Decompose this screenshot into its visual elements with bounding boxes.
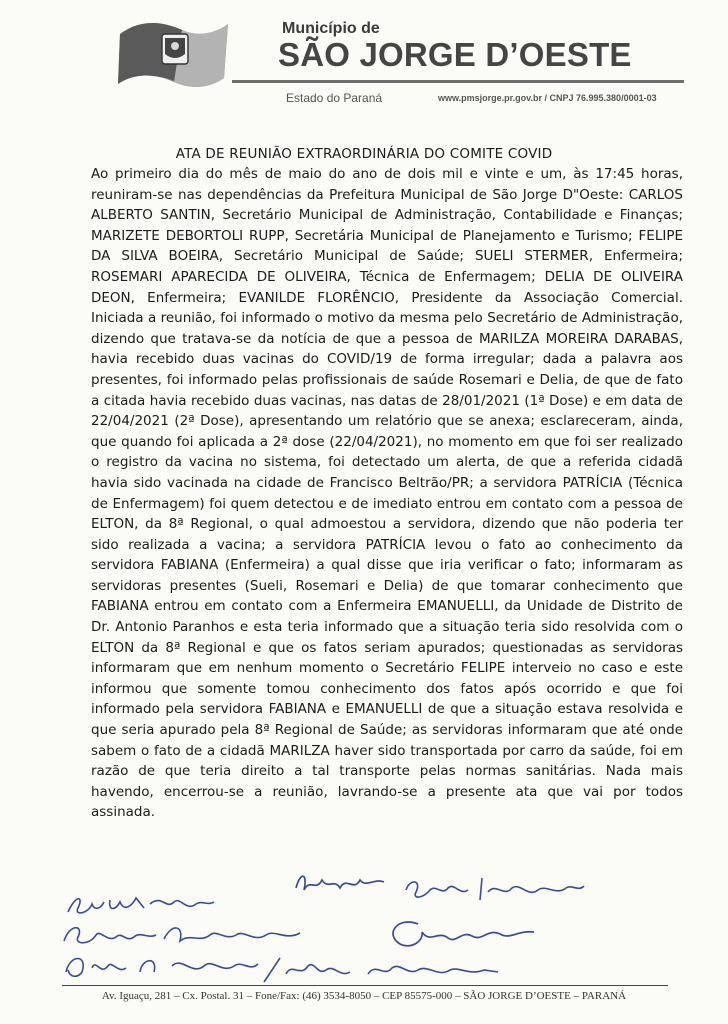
letterhead xyxy=(0,0,728,120)
footer-divider xyxy=(62,985,668,986)
handwritten-signature-felipe xyxy=(258,952,508,986)
document-title: ATA DE REUNIÃO EXTRAORDINÁRIA DO COMITE COVID xyxy=(175,146,553,162)
website-cnpj: www.pmsjorge.pr.gov.br / CNPJ 76.995.380/0001-03 xyxy=(438,93,657,103)
body-paragraph: Ao primeiro dia do mês de maio do ano de dois mil e vinte e um, às 17:45 horas, reuniram-se nas dependências da Prefeitura Municipal de São Jorge D"Oeste: CARLOS ALBERTO SANTIN, Secretário Municipal de Administração, Contabilidade e Finanças; MARIZETE DEBORTOLI RUPP, Secretária Municipal de Planejamento e Turismo; FELIPE DA SILVA BOEIRA, Secretário Municipal de Saúde; SUELI STERMER, Enfermeira; ROSEMARI APARECIDA DE OLIVEIRA, Técnica de Enfermagem; DELIA DE OLIVEIRA DEON, Enfermeira; EVANILDE FLORÊNCIO, Presidente da Associação Comercial. Iniciada a reunião, foi informado o motivo da mesma pelo Secretário de Administração, dizendo que tratava-se da notícia de que a pessoa de MARILZA MOREIRA DARABAS, havia recebido duas vacinas do COVID/19 de forma irregular; dada a palavra aos presentes, foi informado pelas profissionais de saúde Rosemari e Delia, de que de fato a citada havia recebido duas vacinas, nas datas de 28/01/2021 (1ª Dose) e em data de 22/04/2021 (2ª Dose), apresentando um relatório que se anexa; esclareceram, ainda, que quando foi aplicada a 2ª dose (22/04/2021), no momento em que foi ser realizado o registro da vacina no sistema, foi detectado um alerta, de que a referida cidadã havia sido vacinada na cidade de Francisco Beltrão/PR; a servidora PATRÍCIA (Técnica de Enfermagem) foi quem detectou e de imediato entrou em contato com a pessoa de ELTON, da 8ª Regional, o qual admoestou a servidora, dizendo que não poderia ter sido realizada a vacina; a servidora PATRÍCIA levou o fato ao conhecimento da servidora FABIANA (Enfermeira) a qual disse que iria verificar o fato; informaram as servidoras presentes (Sueli, Rosemari e Delia) de que tomarar conhecimento que FABIANA entrou em contato com a Enfermeira EMANUELLI, da Unidade de Distrito de Dr. Antonio Paranhos e esta teria informado que a situação teria sido resolvida com o ELTON da 8ª Regional e que os fatos seriam apurados; questionadas as servidoras informaram que em nenhum momento o Secretário FELIPE interveio no caso e este informou que somente tomou conhecimento dos fatos após ocorrido e que foi informado pela servidora FABIANA e EMANUELLI de que a situação estava resolvida e que seria apurado pela 8ª Regional de Saúde; as servidoras informaram que até onde sabem o fato de a cidadã MARILZA haver sido transportada por carro da saúde, foi em razão de que teria direito a tal transporte pelas normas sanitárias. Nada mais havendo, encerrou-se a reunião, lavrando-se a presente ata que vai por todos assinada. xyxy=(91,166,683,821)
state-name: Estado do Paraná xyxy=(286,91,383,105)
handwritten-signature-delia xyxy=(62,948,262,984)
header-divider xyxy=(232,80,684,83)
document-body xyxy=(91,164,683,823)
handwritten-signature-marizete xyxy=(378,910,548,956)
footer-address: Av. Iguaçu, 281 – Cx. Postal. 31 – Fone/Fax: (46) 3534-8050 – CEP 85575-000 – SÃO JORGE D’OESTE – PARANÁ xyxy=(101,990,627,1002)
municipal-flag-icon xyxy=(112,12,232,98)
handwritten-signature-carlos xyxy=(290,868,390,898)
handwritten-signature-evanilde xyxy=(400,872,590,906)
municipality-prefix: Município de xyxy=(282,20,380,37)
municipality-name: SÃO JORGE D’OESTE xyxy=(278,36,632,73)
